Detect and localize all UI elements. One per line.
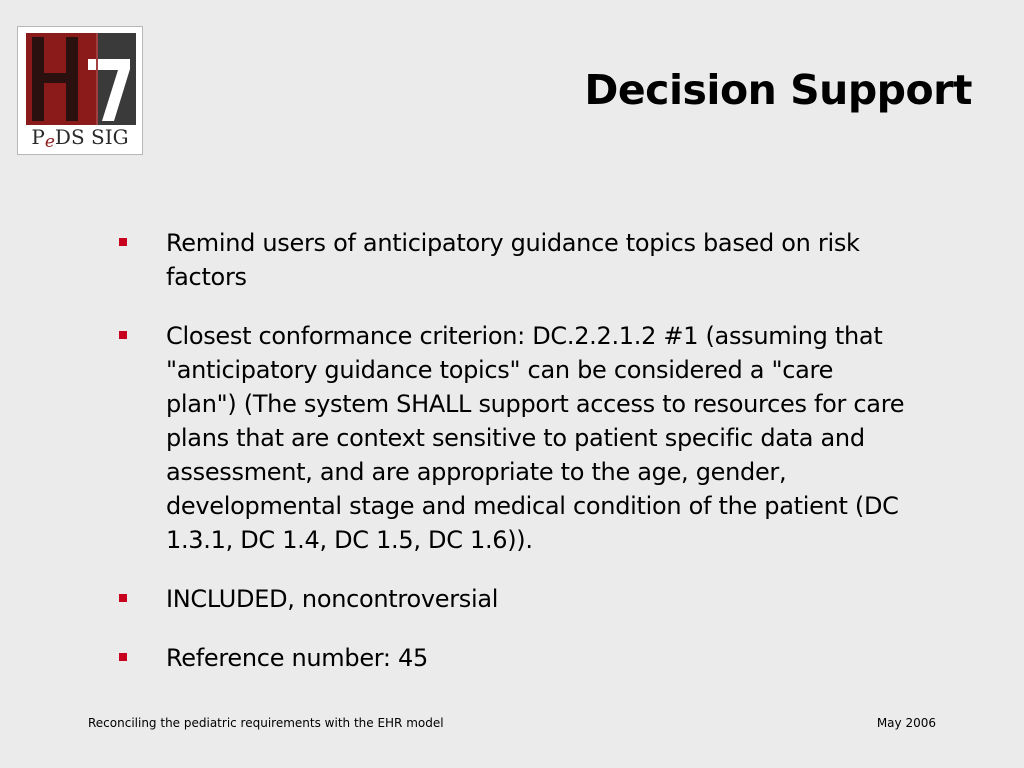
footer-presentation-title: Reconciling the pediatric requirements with the EHR model (88, 716, 444, 730)
bullet-list (117, 226, 907, 700)
square-bullet-icon (119, 331, 127, 339)
slide-title: Decision Support (584, 66, 972, 114)
hl7-logo (17, 26, 143, 155)
bullet-item (117, 226, 907, 294)
square-bullet-icon (119, 238, 127, 246)
footer-date: May 2006 (876, 716, 936, 730)
bullet-text: Reference number: 45 (166, 644, 428, 672)
bullet-item (117, 641, 907, 675)
bullet-text: INCLUDED, noncontroversial (166, 585, 499, 613)
bullet-item (117, 319, 907, 557)
hl7-logo-mark (26, 33, 136, 125)
square-bullet-icon (119, 594, 127, 602)
bullet-text: Closest conformance criterion: DC.2.2.1.2 #1 (assuming that "anticipatory guidance topics" can be considered a "care plan") (The system SHALL support access to resources for care plans that are context sensitive to patient specific data and assessment, and are appropriate to the age, gender, developmental stage and medical condition of the patient (DC 1.3.1, DC 1.4, DC 1.5, DC 1.6)). (166, 322, 905, 554)
bullet-text: Remind users of anticipatory guidance topics based on risk factors (166, 229, 860, 291)
bullet-item (117, 582, 907, 616)
logo-caption: PeDS SIG (31, 125, 129, 152)
square-bullet-icon (119, 653, 127, 661)
